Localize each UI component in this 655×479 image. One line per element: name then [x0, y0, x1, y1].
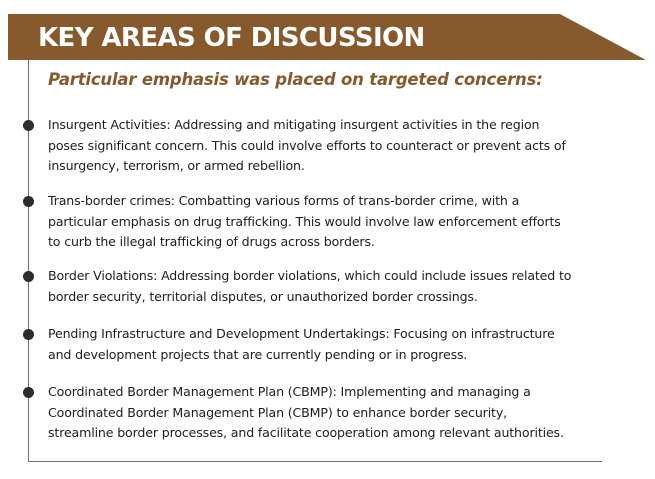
- bullet-icon: [23, 329, 34, 340]
- list-item: [48, 324, 618, 365]
- bullet-icon: [23, 387, 34, 398]
- list-item: [48, 115, 618, 177]
- list-item-line: Coordinated Border Management Plan (CBMP): Implementing and managing a: [48, 384, 531, 399]
- list-item-line: Trans-border crimes: Combatting various forms of trans-border crime, with a: [48, 193, 520, 208]
- list-item-line: Border Violations: Addressing border violations, which could include issues related to: [48, 268, 572, 283]
- bullet-icon: [23, 196, 34, 207]
- list-item-line: Insurgent Activities: Addressing and mitigating insurgent activities in the region: [48, 117, 540, 132]
- list-item: [48, 266, 618, 307]
- list-item-line: streamline border processes, and facilitate cooperation among relevant authorities.: [48, 425, 564, 440]
- list-item-line: particular emphasis on drug trafficking. This would involve law enforcement efforts: [48, 213, 561, 229]
- list-item-line: Coordinated Border Management Plan (CBMP) to enhance border security,: [48, 404, 507, 420]
- bottom-rule: [28, 461, 602, 462]
- bullet-icon: [23, 271, 34, 282]
- list-item-line: poses significant concern. This could involve efforts to counteract or prevent acts of: [48, 137, 566, 153]
- list-item: [48, 382, 618, 444]
- list-item-line: Pending Infrastructure and Development Undertakings: Focusing on infrastructure: [48, 326, 555, 341]
- list-item-line: to curb the illegal trafficking of drugs across borders.: [48, 234, 375, 249]
- bullet-icon: [23, 120, 34, 131]
- page-title: KEY AREAS OF DISCUSSION: [38, 23, 425, 53]
- list-item-line: and development projects that are currently pending or in progress.: [48, 346, 468, 362]
- list-item: [48, 191, 618, 253]
- subtitle: Particular emphasis was placed on targeted concerns:: [48, 70, 543, 89]
- list-item-line: insurgency, terrorism, or armed rebellion.: [48, 158, 305, 173]
- list-item-line: border security, territorial disputes, or unauthorized border crossings.: [48, 288, 478, 304]
